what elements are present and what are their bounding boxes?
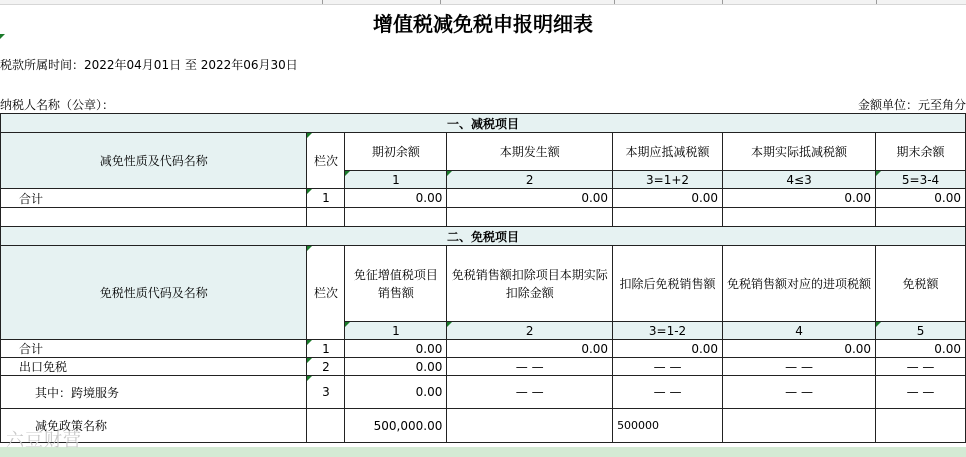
taxpayer-name-label: 纳税人名称（公章）： (0, 98, 115, 112)
cell-value[interactable]: 0.00 (447, 189, 613, 208)
declaration-table (0, 113, 966, 443)
column-header: 扣除后免税销售额 (613, 246, 723, 322)
table-row (1, 189, 966, 208)
cell-value[interactable]: 0.00 (447, 340, 613, 358)
section2-heading: 二、免税项目 (1, 227, 966, 246)
cell-value[interactable] (447, 409, 613, 443)
column-header: 本期实际抵减税额 (723, 133, 876, 171)
table-row (1, 409, 966, 443)
row-line-number[interactable]: 3 (307, 376, 345, 409)
column-header: 免税销售额扣除项目本期实际扣除金额 (447, 246, 613, 322)
column-number: 2 (447, 171, 613, 189)
row-line-number[interactable]: 1 (307, 340, 345, 358)
cell-value[interactable]: — — (613, 358, 723, 376)
cell-value[interactable] (723, 409, 876, 443)
cell-value[interactable]: 0.00 (876, 340, 966, 358)
amount-unit-label: 金额单位：元至角分 (857, 98, 966, 112)
cell-value[interactable]: 0.00 (613, 340, 723, 358)
section-heading-row (1, 114, 966, 133)
column-header: 免税销售额对应的进项税额 (723, 246, 876, 322)
tax-period: 税款所属时间：2022年04月01日 至 2022年06月30日 (0, 58, 298, 72)
column-header: 本期发生额 (447, 133, 613, 171)
header-row (1, 133, 966, 171)
cell-value[interactable]: 0.00 (345, 340, 447, 358)
table-row (1, 358, 966, 376)
empty-cell[interactable] (876, 208, 966, 227)
column-number: 3=1+2 (613, 171, 723, 189)
section1-heading: 一、减税项目 (1, 114, 966, 133)
column-number: 5 (876, 322, 966, 340)
section-heading-row (1, 227, 966, 246)
column-header: 免征增值税项目销售额 (345, 246, 447, 322)
column-header-line: 栏次 (307, 133, 345, 189)
row-name[interactable]: 减免政策名称 (1, 409, 307, 443)
watermark: 六豆财营 (6, 430, 82, 451)
cell-value[interactable]: 0.00 (345, 358, 447, 376)
column-number: 1 (345, 322, 447, 340)
empty-cell[interactable] (1, 208, 307, 227)
column-header-name: 减免性质及代码名称 (1, 133, 307, 189)
form-title: 增值税减免税申报明细表 (373, 12, 593, 36)
row-name[interactable]: 合计 (1, 189, 307, 208)
sheet-tab-strip (0, 447, 966, 457)
cell-value[interactable]: — — (876, 376, 966, 409)
cell-value[interactable]: 0.00 (345, 189, 447, 208)
column-number: 5=3-4 (876, 171, 966, 189)
empty-cell[interactable] (345, 208, 447, 227)
empty-cell[interactable] (723, 208, 876, 227)
cell-value[interactable] (876, 409, 966, 443)
empty-cell[interactable] (613, 208, 723, 227)
row-name[interactable]: 出口免税 (1, 358, 307, 376)
column-header-line: 栏次 (307, 246, 345, 340)
column-number: 2 (447, 322, 613, 340)
column-header: 期初余额 (345, 133, 447, 171)
cell-value[interactable]: 0.00 (723, 189, 876, 208)
row-name[interactable]: 合计 (1, 340, 307, 358)
cell-value[interactable]: 0.00 (345, 376, 447, 409)
cell-value[interactable]: — — (723, 376, 876, 409)
column-divider (876, 0, 877, 4)
column-divider (322, 0, 323, 4)
column-header-name: 免税性质代码及名称 (1, 246, 307, 340)
spreadsheet-column-header-strip (0, 0, 966, 5)
column-header: 期末余额 (876, 133, 966, 171)
column-divider (722, 0, 723, 4)
table-row-empty (1, 208, 966, 227)
cell-value[interactable]: — — (613, 376, 723, 409)
column-number: 4 (723, 322, 876, 340)
column-divider (440, 0, 441, 4)
cell-value[interactable]: 500000 (613, 409, 723, 443)
empty-cell[interactable] (307, 208, 345, 227)
table-row (1, 376, 966, 409)
column-divider (614, 0, 615, 4)
header-row (1, 246, 966, 322)
cell-value[interactable]: 0.00 (613, 189, 723, 208)
column-header: 免税额 (876, 246, 966, 322)
empty-cell[interactable] (447, 208, 613, 227)
column-number: 3=1-2 (613, 322, 723, 340)
cell-value[interactable]: — — (447, 358, 613, 376)
table-row (1, 340, 966, 358)
cell-value[interactable]: 0.00 (723, 340, 876, 358)
column-header: 本期应抵减税额 (613, 133, 723, 171)
row-name[interactable]: 其中：跨境服务 (1, 376, 307, 409)
row-line-number[interactable] (307, 409, 345, 443)
column-number: 4≤3 (723, 171, 876, 189)
cell-value[interactable]: — — (723, 358, 876, 376)
row-line-number[interactable]: 2 (307, 358, 345, 376)
cell-value[interactable]: 0.00 (876, 189, 966, 208)
cell-value[interactable]: — — (447, 376, 613, 409)
column-number: 1 (345, 171, 447, 189)
cell-value[interactable]: 500,000.00 (345, 409, 447, 443)
cell-value[interactable]: — — (876, 358, 966, 376)
row-line-number[interactable]: 1 (307, 189, 345, 208)
